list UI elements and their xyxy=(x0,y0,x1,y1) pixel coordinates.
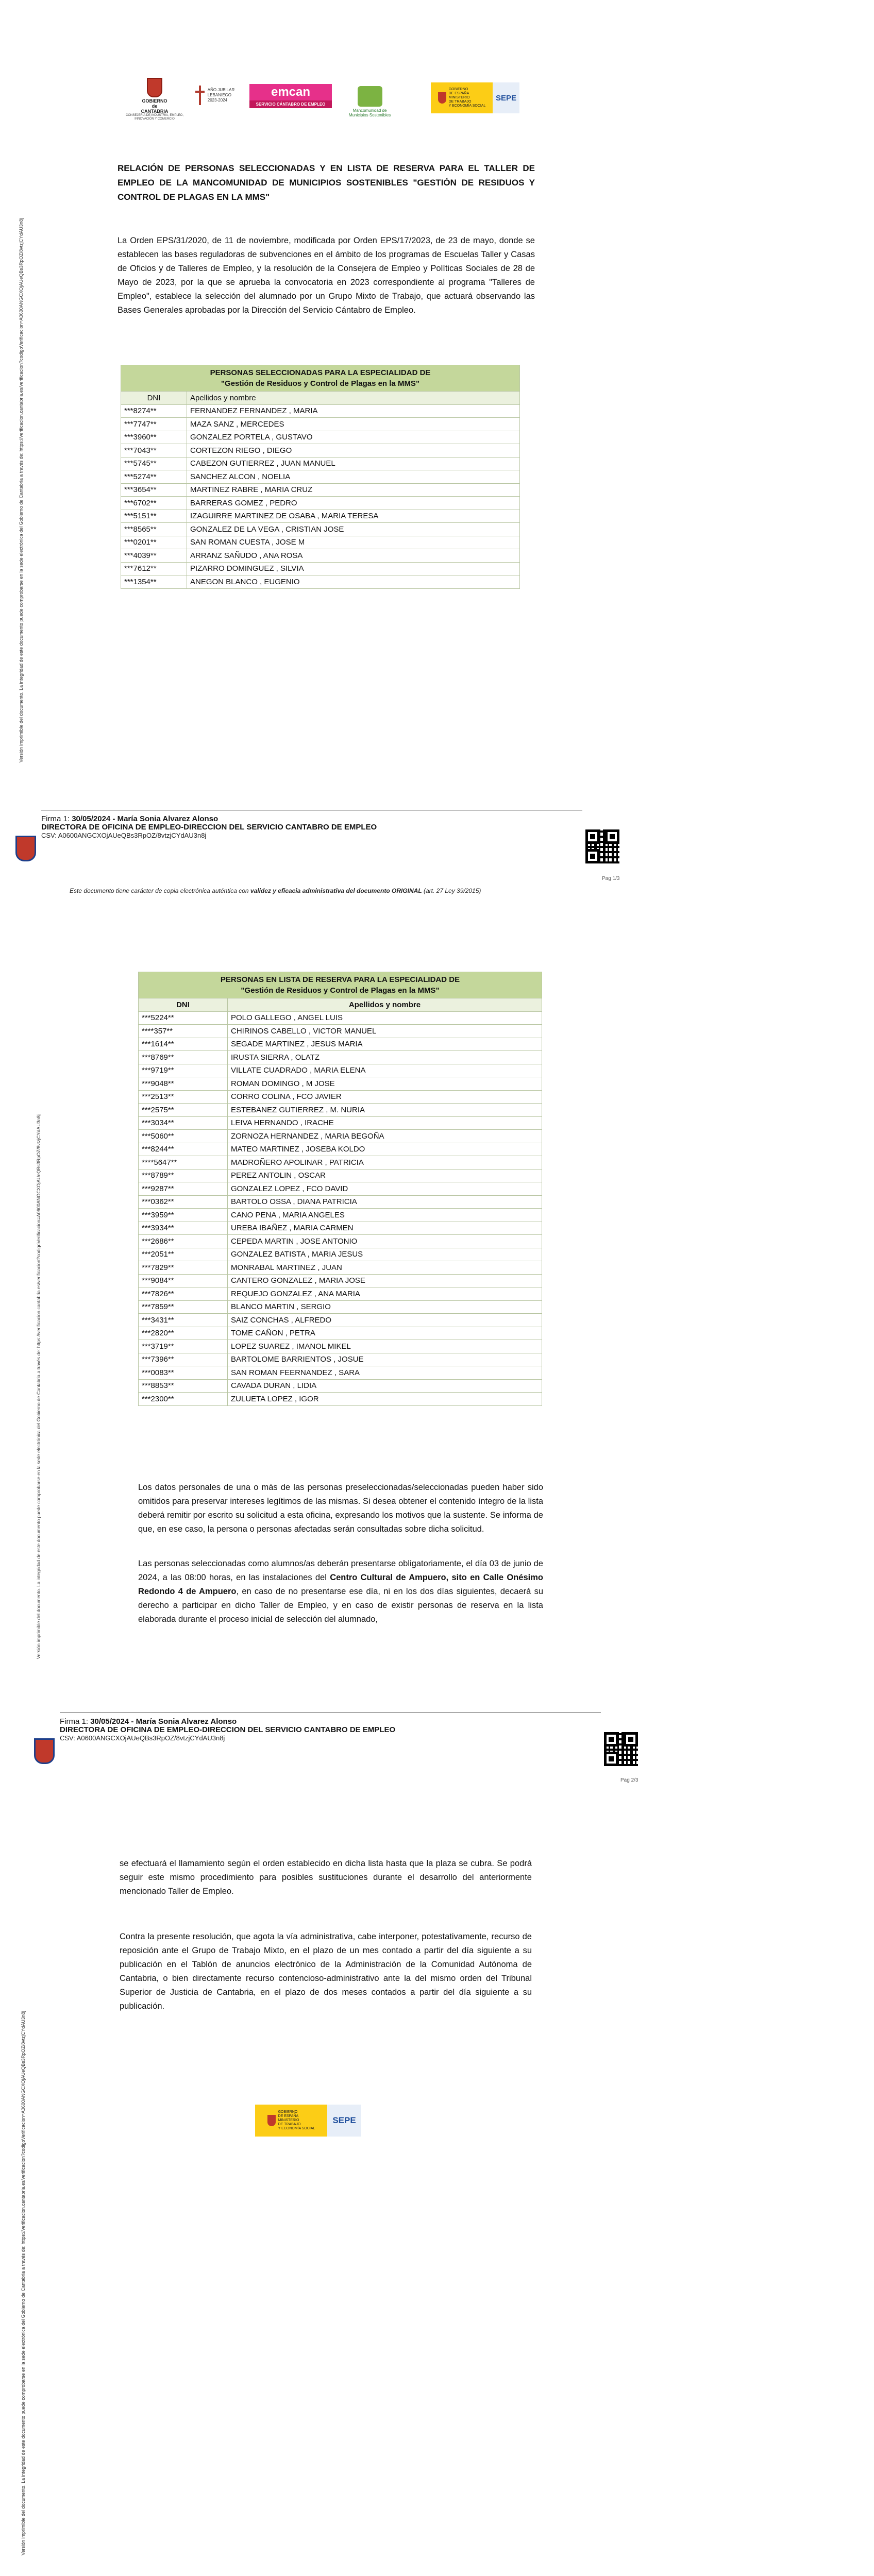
reserve-row xyxy=(139,1038,542,1051)
name-cell: FERNANDEZ FERNANDEZ , MARIA xyxy=(187,404,520,418)
reserve-row xyxy=(139,1130,542,1143)
selected-row xyxy=(121,470,520,484)
dni-cell: ***8565** xyxy=(121,523,187,536)
dni-cell: ***8274** xyxy=(121,404,187,418)
dni-cell: ***5224** xyxy=(139,1011,228,1025)
reserve-row xyxy=(139,1274,542,1287)
name-cell: GONZALEZ PORTELA , GUSTAVO xyxy=(187,431,520,444)
dni-cell: ***7043** xyxy=(121,444,187,457)
dni-cell: ***3960** xyxy=(121,431,187,444)
column-header-name: Apellidos y nombre xyxy=(187,392,520,405)
reserve-row xyxy=(139,1116,542,1130)
appeal-paragraph: Contra la presente resolución, que agota la vía administrativa, cabe interponer, potestativamente, recurso de reposición ante el Grupo de Trabajo Mixto, en el plazo de un mes contado a partir del día siguiente a su publicación en el Tablón de anuncios electrónico de la Administración de la Comunidad Autónoma de Cantabria, o bien directamente recurso contencioso-administrativo ante la del mismo orden del Tribunal Superior de Justicia de Cantabria, en el plazo de dos meses contados a partir del día siguiente a su publicación. xyxy=(120,1932,532,2011)
selected-row xyxy=(121,483,520,497)
name-cell: GONZALEZ LOPEZ , FCO DAVID xyxy=(228,1182,542,1196)
dni-cell: ***7396** xyxy=(139,1353,228,1366)
name-cell: ANEGON BLANCO , EUGENIO xyxy=(187,575,520,589)
reserve-row xyxy=(139,1064,542,1077)
name-cell: POLO GALLEGO , ANGEL LUIS xyxy=(228,1011,542,1025)
cantabria-shield-icon xyxy=(147,78,162,97)
intro-paragraph: La Orden EPS/31/2020, de 11 de noviembre, modificada por Orden EPS/17/2023, de 23 de mayo, donde se establecen las bases reguladoras de subvenciones en el ámbito de los programas de Escuelas Taller y Casas de Oficios y de Talleres de Empleo, y la resolución de la Consejera de Empleo y Políticas Sociales de 28 de Mayo de 2023, por la que se aprueba la convocatoria en 2023 correspondiente al programa "Talleres de Empleo", establece la selección del alumnado por un Grupo Mixto de Trabajo, que actuará observando las Bases Generales aprobadas por la Dirección del Servicio Cántabro de Empleo. xyxy=(117,236,535,315)
dni-cell: ***9084** xyxy=(139,1274,228,1287)
dni-cell: ***3959** xyxy=(139,1209,228,1222)
selected-row xyxy=(121,523,520,536)
dni-cell: ***8853** xyxy=(139,1379,228,1393)
dni-cell: ***7826** xyxy=(139,1287,228,1301)
name-cell: CEPEDA MARTIN , JOSE ANTONIO xyxy=(228,1235,542,1248)
page-number-1: Pag 1/3 xyxy=(602,876,620,882)
reserve-row xyxy=(139,1393,542,1406)
jubilar-logo: AÑO JUBILAR LEBANIEGO 2023-2024 xyxy=(187,77,243,113)
verification-side-text: Versión imprimible del documento. La integridad de este documento puede comprobarse en la sede electrónica del Gobierno de Cantabria a través de: https://verificacion.cantabria.es/verificacion?codigoVerificacion=A0600ANGCXOjAUeQBs3RpOZ/8vtzjCYdAU3n8j xyxy=(19,218,24,762)
name-cell: ZULUETA LOPEZ , IGOR xyxy=(228,1393,542,1406)
name-cell: IZAGUIRRE MARTINEZ DE OSABA , MARIA TERESA xyxy=(187,510,520,523)
column-header-dni-reserve: DNI xyxy=(139,998,228,1012)
dni-cell: ****357** xyxy=(139,1025,228,1038)
name-cell: BLANCO MARTIN , SERGIO xyxy=(228,1300,542,1314)
name-cell: SEGADE MARTINEZ , JESUS MARIA xyxy=(228,1038,542,1051)
sepe-logo: SEPE xyxy=(493,82,519,113)
cantabria-logo: GOBIERNO de CANTABRIA CONSEJERÍA DE INDUSTRIA, EMPLEO, INNOVACIÓN Y COMERCIO xyxy=(124,75,186,124)
signature-block-1: Firma 1: 30/05/2024 - María Sonia Alvarez Alonso DIRECTORA DE OFICINA DE EMPLEO-DIRECCION DEL SERVICIO CANTABRO DE EMPLEO CSV: A0600ANGCXOjAUeQBs3RpOZ/8vtzjCYdAU3n8j xyxy=(41,815,377,839)
cantabria-seal-icon xyxy=(15,836,36,862)
reserve-row xyxy=(139,1011,542,1025)
reserve-row xyxy=(139,1025,542,1038)
reserve-row xyxy=(139,1051,542,1064)
verification-side-text-3: Versión imprimible del documento. La integridad de este documento puede comprobarse en la sede electrónica del Gobierno de Cantabria a través de: https://verificacion.cantabria.es/verificacion?codigoVerificacion=A0600ANGCXOjAUeQBs3RpOZ/8vtzjCYdAU3n8j xyxy=(21,2011,26,2555)
name-cell: SANCHEZ ALCON , NOELIA xyxy=(187,470,520,484)
name-cell: MONRABAL MARTINEZ , JUAN xyxy=(228,1261,542,1275)
reserve-row xyxy=(139,1314,542,1327)
name-cell: TOME CAÑON , PETRA xyxy=(228,1327,542,1340)
selected-row xyxy=(121,549,520,563)
name-cell: LOPEZ SUAREZ , IMANOL MIKEL xyxy=(228,1340,542,1353)
name-cell: VILLATE CUADRADO , MARIA ELENA xyxy=(228,1064,542,1077)
cross-icon xyxy=(195,86,205,105)
dni-cell: ***5745** xyxy=(121,457,187,470)
dni-cell: ***1614** xyxy=(139,1038,228,1051)
emcan-logo: emcan SERVICIO CÁNTABRO DE EMPLEO xyxy=(249,77,332,114)
name-cell: BARRERAS GOMEZ , PEDRO xyxy=(187,497,520,510)
selected-row xyxy=(121,418,520,431)
name-cell: ZORNOZA HERNANDEZ , MARIA BEGOÑA xyxy=(228,1130,542,1143)
selected-row xyxy=(121,536,520,549)
dni-cell: ***0362** xyxy=(139,1195,228,1209)
name-cell: SAIZ CONCHAS , ALFREDO xyxy=(228,1314,542,1327)
reserve-row xyxy=(139,1222,542,1235)
selected-row xyxy=(121,431,520,444)
reserve-table-title: PERSONAS EN LISTA DE RESERVA PARA LA ESPECIALIDAD DE "Gestión de Residuos y Control de Plagas en la MMS" xyxy=(139,972,542,998)
selected-row xyxy=(121,404,520,418)
dni-cell: ***5060** xyxy=(139,1130,228,1143)
name-cell: CAVADA DURAN , LIDIA xyxy=(228,1379,542,1393)
name-cell: SAN ROMAN FEERNANDEZ , SARA xyxy=(228,1366,542,1380)
name-cell: SAN ROMAN CUESTA , JOSE M xyxy=(187,536,520,549)
name-cell: ESTEBANEZ GUTIERREZ , M. NURIA xyxy=(228,1104,542,1117)
selected-row xyxy=(121,575,520,589)
dni-cell: ***9719** xyxy=(139,1064,228,1077)
selected-table xyxy=(121,365,520,589)
name-cell: ARRANZ SAÑUDO , ANA ROSA xyxy=(187,549,520,563)
leaf-icon xyxy=(358,86,382,107)
dni-cell: ***8244** xyxy=(139,1143,228,1156)
name-cell: CANO PENA , MARIA ANGELES xyxy=(228,1209,542,1222)
name-cell: CANTERO GONZALEZ , MARIA JOSE xyxy=(228,1274,542,1287)
reserve-row xyxy=(139,1287,542,1301)
selected-row xyxy=(121,444,520,457)
reserve-row xyxy=(139,1156,542,1170)
callup-paragraph: se efectuará el llamamiento según el orden establecido en dicha lista hasta que la plaza se cubra. Se podrá seguir este mismo procedimiento para posibles sustituciones durante el desarrollo del anteriormente mencionado Taller de Empleo. xyxy=(120,1859,532,1896)
dni-cell: ***3934** xyxy=(139,1222,228,1235)
reserve-row xyxy=(139,1195,542,1209)
page-number-2: Pag 2/3 xyxy=(620,1777,638,1783)
name-cell: MARTINEZ RABRE , MARIA CRUZ xyxy=(187,483,520,497)
name-cell: MATEO MARTINEZ , JOSEBA KOLDO xyxy=(228,1143,542,1156)
signature-block-2: Firma 1: 30/05/2024 - María Sonia Alvarez Alonso DIRECTORA DE OFICINA DE EMPLEO-DIRECCION DEL SERVICIO CANTABRO DE EMPLEO CSV: A0600ANGCXOjAUeQBs3RpOZ/8vtzjCYdAU3n8j xyxy=(60,1717,396,1742)
reserve-row xyxy=(139,1366,542,1380)
dni-cell: ***5274** xyxy=(121,470,187,484)
dni-cell: ****5647** xyxy=(139,1156,228,1170)
cantabria-seal-icon-2 xyxy=(34,1738,55,1765)
selected-row xyxy=(121,497,520,510)
sepe-logo-2: SEPE xyxy=(327,2105,361,2137)
dni-cell: ***4039** xyxy=(121,549,187,563)
mms-logo: Mancomunidad de Municipios Sostenibles xyxy=(340,78,399,125)
name-cell: BARTOLOME BARRIENTOS , JOSUE xyxy=(228,1353,542,1366)
dni-cell: ***6702** xyxy=(121,497,187,510)
ministerio-logo: GOBIERNO DE ESPAÑA MINISTERIO DE TRABAJO Y ECONOMÍA SOCIAL xyxy=(431,82,493,113)
dni-cell: ***2820** xyxy=(139,1327,228,1340)
dni-cell: ***7612** xyxy=(121,562,187,575)
dni-cell: ***0083** xyxy=(139,1366,228,1380)
spain-shield-icon xyxy=(438,92,446,104)
name-cell: CORRO COLINA , FCO JAVIER xyxy=(228,1090,542,1104)
column-header-name-reserve: Apellidos y nombre xyxy=(228,998,542,1012)
name-cell: IRUSTA SIERRA , OLATZ xyxy=(228,1051,542,1064)
dni-cell: ***1354** xyxy=(121,575,187,589)
dni-cell: ***3431** xyxy=(139,1314,228,1327)
name-cell: LEIVA HERNANDO , IRACHE xyxy=(228,1116,542,1130)
dni-cell: ***8769** xyxy=(139,1051,228,1064)
document-title: RELACIÓN DE PERSONAS SELECCIONADAS Y EN LISTA DE RESERVA PARA EL TALLER DE EMPLEO DE LA MANCOMUNIDAD DE MUNICIPIOS SOSTENIBLES "GESTIÓN DE RESIDUOS Y CONTROL DE PLAGAS EN LA MMS" xyxy=(117,163,535,202)
selected-row xyxy=(121,510,520,523)
reserve-row xyxy=(139,1327,542,1340)
reserve-row xyxy=(139,1340,542,1353)
reserve-row xyxy=(139,1235,542,1248)
name-cell: MADROÑERO APOLINAR , PATRICIA xyxy=(228,1156,542,1170)
dni-cell: ***9048** xyxy=(139,1077,228,1091)
dni-cell: ***7829** xyxy=(139,1261,228,1275)
name-cell: GONZALEZ BATISTA , MARIA JESUS xyxy=(228,1248,542,1261)
name-cell: UREBA IBAÑEZ , MARIA CARMEN xyxy=(228,1222,542,1235)
dni-cell: ***3034** xyxy=(139,1116,228,1130)
name-cell: CABEZON GUTIERREZ , JUAN MANUEL xyxy=(187,457,520,470)
attendance-paragraph: Las personas seleccionadas como alumnos/as deberán presentarse obligatoriamente, el día 03 de junio de 2024, a las 08:00 horas, en las instalaciones del Centro Cultural de Ampuero, sito en Calle Onésimo Redondo 4 de Ampuero, en caso de no presentarse ese día, ni en los dos días siguientes, decaerá su derecho a participar en dicho Taller de Empleo, y en caso de existir personas de reserva en la lista elaborada durante el proceso inicial de selección del alumnado, xyxy=(138,1559,544,1624)
name-cell: PEREZ ANTOLIN , OSCAR xyxy=(228,1169,542,1182)
ministerio-logo-2: GOBIERNO DE ESPAÑA MINISTERIO DE TRABAJO Y ECONOMÍA SOCIAL xyxy=(255,2105,327,2137)
dni-cell: ***8789** xyxy=(139,1169,228,1182)
qr-code-icon xyxy=(585,829,619,863)
name-cell: BARTOLO OSSA , DIANA PATRICIA xyxy=(228,1195,542,1209)
name-cell: PIZARRO DOMINGUEZ , SILVIA xyxy=(187,562,520,575)
dni-cell: ***3654** xyxy=(121,483,187,497)
selected-table-title: PERSONAS SELECCIONADAS PARA LA ESPECIALIDAD DE "Gestión de Residuos y Control de Plagas en la MMS" xyxy=(121,365,520,392)
reserve-table xyxy=(138,972,542,1406)
name-cell: ROMAN DOMINGO , M JOSE xyxy=(228,1077,542,1091)
reserve-row xyxy=(139,1209,542,1222)
reserve-row xyxy=(139,1143,542,1156)
reserve-row xyxy=(139,1169,542,1182)
reserve-row xyxy=(139,1379,542,1393)
dni-cell: ***2513** xyxy=(139,1090,228,1104)
reserve-row xyxy=(139,1353,542,1366)
reserve-row xyxy=(139,1248,542,1261)
dni-cell: ***5151** xyxy=(121,510,187,523)
name-cell: MAZA SANZ , MERCEDES xyxy=(187,418,520,431)
reserve-row xyxy=(139,1261,542,1275)
dni-cell: ***2686** xyxy=(139,1235,228,1248)
verification-side-text-2: Versión imprimible del documento. La integridad de este documento puede comprobarse en la sede electrónica del Gobierno de Cantabria a través de: https://verificacion.cantabria.es/verificacion?codigoVerificacion=A0600ANGCXOjAUeQBs3RpOZ/8vtzjCYdAU3n8j xyxy=(36,1114,41,1659)
column-header-dni: DNI xyxy=(121,392,187,405)
name-cell: REQUEJO GONZALEZ , ANA MARIA xyxy=(228,1287,542,1301)
name-cell: CHIRINOS CABELLO , VICTOR MANUEL xyxy=(228,1025,542,1038)
dni-cell: ***7859** xyxy=(139,1300,228,1314)
selected-row xyxy=(121,457,520,470)
dni-cell: ***0201** xyxy=(121,536,187,549)
reserve-row xyxy=(139,1104,542,1117)
reserve-row xyxy=(139,1077,542,1091)
dni-cell: ***9287** xyxy=(139,1182,228,1196)
name-cell: GONZALEZ DE LA VEGA , CRISTIAN JOSE xyxy=(187,523,520,536)
name-cell: CORTEZON RIEGO , DIEGO xyxy=(187,444,520,457)
dni-cell: ***2300** xyxy=(139,1393,228,1406)
spain-shield-icon-2 xyxy=(267,2115,276,2126)
qr-code-icon-2 xyxy=(604,1732,638,1766)
copy-note: Este documento tiene carácter de copia electrónica auténtica con validez y eficacia administrativa del documento ORIGINAL (art. 27 Ley 39/2015) xyxy=(70,887,481,894)
privacy-paragraph: Los datos personales de una o más de las personas preseleccionadas/seleccionadas pueden haber sido omitidos para preservar intereses legítimos de las mismas. Si desea obtener el contenido íntegro de la lista deberá remitir por escrito su solicitud a esta oficina, expresando los motivos que la sustente. Se informa de que, en ese caso, la persona o personas afectadas serán consultadas sobre dicha solicitud. xyxy=(138,1483,543,1534)
dni-cell: ***2575** xyxy=(139,1104,228,1117)
reserve-row xyxy=(139,1182,542,1196)
dni-cell: ***3719** xyxy=(139,1340,228,1353)
reserve-row xyxy=(139,1300,542,1314)
reserve-row xyxy=(139,1090,542,1104)
dni-cell: ***2051** xyxy=(139,1248,228,1261)
dni-cell: ***7747** xyxy=(121,418,187,431)
selected-row xyxy=(121,562,520,575)
